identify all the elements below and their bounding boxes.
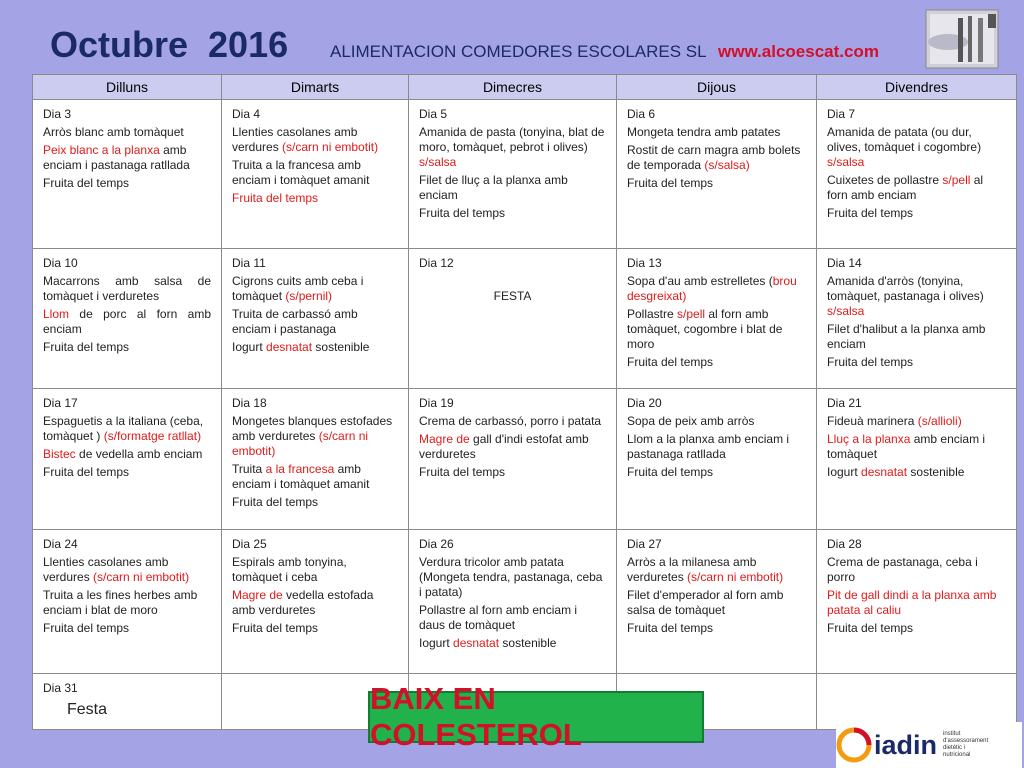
menu-item: [232, 555, 398, 585]
menu-item: [827, 125, 1006, 170]
menu-item: [43, 447, 211, 462]
menu-text: Pit de gall dindi a la planxa amb patata al caliu: [827, 588, 997, 617]
week-row: [33, 249, 1017, 389]
menu-item: [827, 465, 1006, 480]
menu-text: amb enciam i tomàquet amanit: [232, 462, 370, 491]
menu-item: [419, 603, 606, 633]
day-label: [419, 396, 606, 411]
menu-text: Arròs blanc amb tomàquet: [43, 125, 184, 139]
day-cell: [33, 530, 222, 674]
menu-text: Dia 5: [419, 107, 448, 121]
menu-text: Fruita del temps: [827, 206, 914, 220]
menu-text: Lluç a la planxa: [827, 432, 911, 446]
day-label: [43, 256, 211, 271]
menu-text: Filet de lluç a la planxa amb enciam: [419, 173, 568, 202]
iadin-name: iadin: [874, 729, 938, 760]
menu-text: (s/carn ni embotit): [232, 429, 369, 458]
menu-item: [627, 465, 806, 480]
menu-text: (s/pernil): [285, 289, 333, 303]
menu-text: (s/allioli): [917, 414, 962, 428]
menu-text: Llenties casolanes amb verdures: [43, 555, 169, 584]
menu-text: a la francesa: [265, 462, 335, 476]
menu-text: Dia 31: [43, 681, 78, 695]
menu-text: Llom: [43, 307, 70, 321]
menu-text: Dia 26: [419, 537, 454, 551]
menu-text: Fruita del temps: [627, 355, 714, 369]
menu-text: Macarrons amb salsa de tomàquet i verduretes: [43, 274, 211, 303]
menu-item: [419, 206, 606, 221]
menu-item: [627, 307, 806, 352]
menu-item: [232, 307, 398, 337]
iadin-logo-icon: [836, 727, 872, 763]
day-cell: [33, 100, 222, 249]
menu-text: Dia 18: [232, 396, 267, 410]
week-row: [33, 100, 1017, 249]
day-label: [232, 107, 398, 122]
menu-text: Fruita del temps: [43, 465, 130, 479]
menu-item: [43, 307, 211, 337]
menu-text: Bistec: [43, 447, 76, 461]
menu-text: sostenible: [907, 465, 965, 479]
day-label: [627, 107, 806, 122]
menu-item: [627, 555, 806, 585]
menu-text: Cuixetes de pollastre: [827, 173, 943, 187]
day-cell: [33, 674, 222, 730]
menu-text: (s/carn ni embotit): [282, 140, 379, 154]
menu-text: Mongetes blanques estofades amb verduretes: [232, 414, 393, 443]
menu-text: Fruita del temps: [43, 340, 130, 354]
menu-item: [232, 191, 398, 206]
menu-item: [827, 555, 1006, 585]
day-cell: [409, 100, 617, 249]
menu-item: [627, 143, 806, 173]
menu-text: Dia 13: [627, 256, 662, 270]
menu-text: Fruita del temps: [827, 355, 914, 369]
menu-item: [827, 274, 1006, 319]
menu-text: Sopa d'au amb estrelletes (: [627, 274, 773, 288]
menu-item: [43, 621, 211, 636]
menu-text: Iogurt: [827, 465, 862, 479]
menu-item: [419, 465, 606, 480]
menu-text: s/pell: [942, 173, 971, 187]
menu-text: Espaguetis a la italiana (ceba, tomàquet ): [43, 414, 204, 443]
menu-text: Dia 12: [419, 256, 454, 270]
menu-text: Filet d'emperador al forn amb salsa de tomàquet: [627, 588, 784, 617]
menu-text: Espirals amb tonyina, tomàquet i ceba: [232, 555, 347, 584]
menu-text: (s/salsa): [704, 158, 750, 172]
menu-text: Peix blanc a la planxa: [43, 143, 160, 157]
menu-text: Filet d'halibut a la planxa amb enciam: [827, 322, 986, 351]
menu-text: amb enciam i tomàquet: [827, 432, 986, 461]
menu-item: [232, 414, 398, 459]
day-cell: [617, 100, 817, 249]
menu-item: [43, 588, 211, 618]
day-label: [43, 396, 211, 411]
menu-text: Dia 4: [232, 107, 261, 121]
day-cell: [33, 249, 222, 389]
day-cell: [222, 530, 409, 674]
menu-text: Fruita del temps: [232, 495, 319, 509]
menu-item: [827, 414, 1006, 429]
page-title: Octubre 2016: [50, 24, 289, 65]
menu-item: [232, 125, 398, 155]
weekday-header: Dilluns: [33, 75, 222, 100]
menu-item: [627, 432, 806, 462]
day-label: [419, 107, 606, 122]
menu-text: Arròs a la milanesa amb verduretes: [627, 555, 757, 584]
day-label: [419, 537, 606, 552]
menu-text: Dia 17: [43, 396, 78, 410]
menu-text: Llom a la planxa amb enciam i pastanaga ratllada: [627, 432, 790, 461]
day-label: [232, 537, 398, 552]
menu-item: [827, 173, 1006, 203]
menu-text: Crema de carbassó, porro i patata: [419, 414, 602, 428]
menu-text: Crema de pastanaga, ceba i porro: [827, 555, 978, 584]
menu-item: [232, 274, 398, 304]
day-cell: [617, 389, 817, 530]
day-cell: [409, 249, 617, 389]
day-cell: [222, 389, 409, 530]
menu-text: Magre de: [419, 432, 470, 446]
menu-text: Truita de carbassó amb enciam i pastanaga: [232, 307, 358, 336]
day-cell: [33, 389, 222, 530]
menu-text: Dia 28: [827, 537, 862, 551]
menu-item: [627, 355, 806, 370]
menu-item: [419, 289, 606, 304]
menu-item: [43, 274, 211, 304]
day-label: [43, 681, 211, 696]
menu-text: gall d'indi estofat amb verduretes: [419, 432, 589, 461]
weekday-header: Dimarts: [222, 75, 409, 100]
day-label: [43, 537, 211, 552]
day-label: [627, 396, 806, 411]
menu-text: Fruita del temps: [419, 465, 506, 479]
day-cell: [617, 249, 817, 389]
menu-text: Verdura tricolor amb patata (Mongeta tendra, pastanaga, ceba i patata): [419, 555, 603, 599]
menu-text: Dia 10: [43, 256, 78, 270]
menu-item: [627, 414, 806, 429]
menu-item: [627, 125, 806, 140]
menu-text: al forn amb tomàquet, cogombre i blat de moro: [627, 307, 783, 351]
menu-item: [827, 588, 1006, 618]
menu-text: Fruita del temps: [43, 621, 130, 635]
day-label: [827, 396, 1006, 411]
day-label: [627, 256, 806, 271]
menu-text: Truita a la francesa amb enciam i tomàquet amanit: [232, 158, 370, 187]
menu-item: [627, 274, 806, 304]
menu-text: Fruita del temps: [627, 176, 714, 190]
menu-text: Amanida de pasta (tonyina, blat de moro, tomàquet, pebrot i olives): [419, 125, 605, 154]
iadin-logo: [836, 722, 1022, 768]
menu-text: vedella estofada amb verduretes: [232, 588, 374, 617]
menu-text: Magre de: [232, 588, 283, 602]
menu-item: [232, 462, 398, 492]
menu-text: amb enciam i pastanaga ratllada: [43, 143, 190, 172]
low-cholesterol-banner: [368, 681, 704, 752]
menu-text: Dia 19: [419, 396, 454, 410]
menu-text: Dia 21: [827, 396, 862, 410]
menu-item: [419, 555, 606, 600]
menu-text: Fruita del temps: [627, 621, 714, 635]
day-label: [827, 107, 1006, 122]
menu-text: s/salsa: [827, 155, 865, 169]
menu-text: Rostit de carn magra amb bolets de temporada: [627, 143, 801, 172]
day-cell: [409, 530, 617, 674]
menu-text: Amanida d'arròs (tonyina, tomàquet, pastanaga i olives): [827, 274, 984, 303]
week-row: [33, 530, 1017, 674]
menu-item: [827, 206, 1006, 221]
menu-text: Dia 24: [43, 537, 78, 551]
menu-text: Dia 20: [627, 396, 662, 410]
weekday-header: Dimecres: [409, 75, 617, 100]
day-label: [43, 107, 211, 122]
menu-item: [43, 340, 211, 355]
weekday-header-row: [33, 75, 1017, 100]
day-label: [419, 256, 606, 271]
menu-text: al forn amb enciam: [827, 173, 984, 202]
menu-text: Dia 25: [232, 537, 267, 551]
menu-text: Dia 7: [827, 107, 856, 121]
menu-text: Fideuà marinera: [827, 414, 918, 428]
menu-text: Sopa de peix amb arròs: [627, 414, 755, 428]
menu-text: de porc al forn amb enciam: [43, 307, 211, 336]
menu-item: [419, 125, 606, 170]
menu-table: [32, 74, 1017, 730]
day-label: [627, 537, 806, 552]
day-cell: [817, 249, 1017, 389]
menu-text: s/salsa: [827, 304, 865, 318]
menu-text: Iogurt: [419, 636, 454, 650]
day-label: [232, 256, 398, 271]
menu-item: [43, 465, 211, 480]
menu-text: Cigrons cuits amb ceba i tomàquet: [232, 274, 364, 303]
menu-item: [627, 621, 806, 636]
day-cell: [222, 100, 409, 249]
menu-text: Fruita del temps: [43, 176, 130, 190]
menu-text: Pollastre al forn amb enciam i daus de tomàquet: [419, 603, 578, 632]
menu-item: [419, 432, 606, 462]
menu-text: s/salsa: [419, 155, 457, 169]
menu-text: sostenible: [312, 340, 370, 354]
menu-text: brou desgreixat): [627, 274, 797, 303]
menu-item: [43, 143, 211, 173]
menu-item: [232, 158, 398, 188]
menu-item: [43, 414, 211, 444]
menu-item: [232, 588, 398, 618]
menu-item: [43, 176, 211, 191]
menu-item: [43, 125, 211, 140]
menu-text: Dia 27: [627, 537, 662, 551]
menu-item: [827, 621, 1006, 636]
weekday-header: Dijous: [617, 75, 817, 100]
menu-item: [232, 495, 398, 510]
menu-item: [43, 555, 211, 585]
iadin-subtitle: institut d'assessorament dietètic i nutricional: [943, 731, 989, 758]
menu-text: Iogurt: [232, 340, 267, 354]
menu-text: Truita a les fines herbes amb enciam i blat de moro: [43, 588, 198, 617]
website-link[interactable]: www.alcoescat.com: [718, 42, 879, 61]
day-label: [827, 537, 1006, 552]
menu-item: [627, 176, 806, 191]
menu-text: Dia 3: [43, 107, 72, 121]
menu-text: (s/formatge ratllat): [103, 429, 202, 443]
menu-item: [827, 355, 1006, 370]
menu-text: Fruita del temps: [232, 621, 319, 635]
day-label: [827, 256, 1006, 271]
menu-item: [419, 414, 606, 429]
menu-text: Mongeta tendra amb patates: [627, 125, 781, 139]
day-cell: [617, 530, 817, 674]
banner-text: BAIX EN COLESTEROL: [370, 681, 582, 752]
menu-text: Pollastre: [627, 307, 678, 321]
cutlery-logo: [918, 8, 1000, 70]
day-cell: [222, 249, 409, 389]
menu-item: [827, 322, 1006, 352]
weekday-header: Divendres: [817, 75, 1017, 100]
day-cell: [817, 530, 1017, 674]
menu-text: de vedella amb enciam: [75, 447, 203, 461]
menu-text: (s/carn ni embotit): [687, 570, 784, 584]
menu-item: [419, 636, 606, 651]
menu-text: Dia 6: [627, 107, 656, 121]
day-label: [232, 396, 398, 411]
menu-text: Dia 14: [827, 256, 862, 270]
menu-text: Fruita del temps: [627, 465, 714, 479]
menu-text: Fruita del temps: [419, 206, 506, 220]
menu-text: (s/carn ni embotit): [93, 570, 190, 584]
menu-item: [43, 702, 211, 717]
menu-text: Dia 11: [232, 256, 266, 270]
menu-text: desnatat: [453, 636, 500, 650]
menu-text: Festa: [67, 701, 108, 718]
menu-text: Fruita del temps: [827, 621, 914, 635]
menu-text: desnatat: [266, 340, 313, 354]
menu-text: Llenties casolanes amb verdures: [232, 125, 358, 154]
week-row: [33, 389, 1017, 530]
menu-text: s/pell: [677, 307, 706, 321]
menu-text: desnatat: [861, 465, 908, 479]
menu-text: Amanida de patata (ou dur, olives, tomàquet i cogombre): [827, 125, 982, 154]
company-name: ALIMENTACION COMEDORES ESCOLARES SL: [330, 42, 707, 61]
day-cell: [817, 389, 1017, 530]
menu-text: sostenible: [499, 636, 557, 650]
menu-text: FESTA: [493, 289, 532, 303]
menu-item: [827, 432, 1006, 462]
cutlery-icon: [918, 8, 1000, 70]
menu-item: [232, 621, 398, 636]
day-cell: [409, 389, 617, 530]
menu-text: Truita: [232, 462, 266, 476]
menu-text: Fruita del temps: [232, 191, 319, 205]
menu-item: [419, 173, 606, 203]
menu-item: [232, 340, 398, 355]
day-cell: [817, 100, 1017, 249]
menu-item: [627, 588, 806, 618]
